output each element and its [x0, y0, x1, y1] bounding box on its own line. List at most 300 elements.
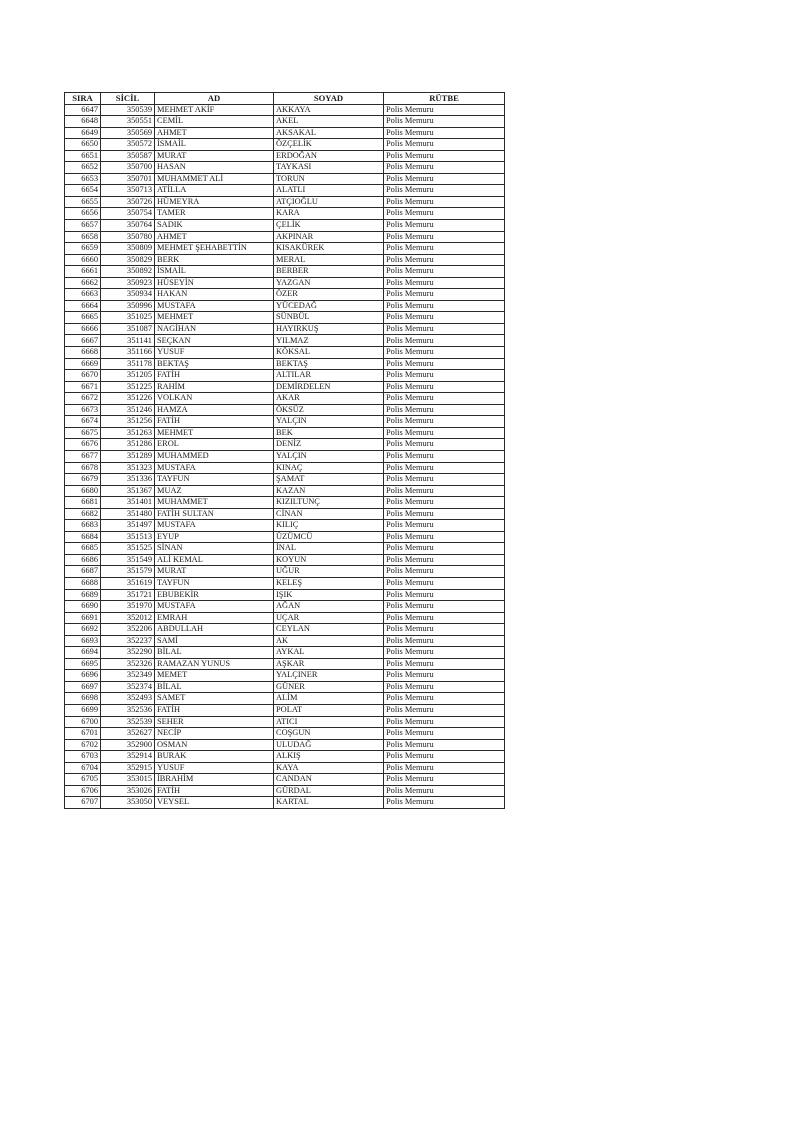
cell-sicil: 352290: [101, 647, 155, 659]
cell-sicil: 351289: [101, 450, 155, 462]
cell-ad: ATİLLA: [155, 185, 274, 197]
cell-ad: YUSUF: [155, 347, 274, 359]
cell-soyad: KOYUN: [274, 554, 384, 566]
cell-soyad: AĞAN: [274, 601, 384, 613]
cell-sira: 6707: [65, 797, 101, 809]
cell-sira: 6686: [65, 554, 101, 566]
table-row: [65, 139, 505, 151]
personnel-table: [64, 92, 505, 809]
cell-sira: 6704: [65, 762, 101, 774]
cell-ad: SADIK: [155, 220, 274, 232]
cell-sicil: 351286: [101, 439, 155, 451]
cell-sicil: 350569: [101, 127, 155, 139]
cell-soyad: AKPINAR: [274, 231, 384, 243]
cell-ad: MEHMET ŞEHABETTİN: [155, 243, 274, 255]
cell-sicil: 352326: [101, 658, 155, 670]
cell-soyad: ÖZER: [274, 289, 384, 301]
cell-ad: MEMET: [155, 670, 274, 682]
cell-ad: MEHMET: [155, 312, 274, 324]
cell-sira: 6664: [65, 300, 101, 312]
cell-rutbe: Polis Memuru: [384, 162, 505, 174]
cell-soyad: CANDAN: [274, 774, 384, 786]
cell-sira: 6680: [65, 485, 101, 497]
cell-sira: 6694: [65, 647, 101, 659]
cell-sira: 6681: [65, 497, 101, 509]
table-row: [65, 370, 505, 382]
cell-sicil: 350713: [101, 185, 155, 197]
cell-sira: 6670: [65, 370, 101, 382]
cell-rutbe: Polis Memuru: [384, 635, 505, 647]
table-row: [65, 566, 505, 578]
cell-sicil: 350539: [101, 104, 155, 116]
cell-soyad: BERBER: [274, 266, 384, 278]
cell-rutbe: Polis Memuru: [384, 670, 505, 682]
cell-rutbe: Polis Memuru: [384, 196, 505, 208]
cell-sira: 6665: [65, 312, 101, 324]
cell-ad: HASAN: [155, 162, 274, 174]
cell-rutbe: Polis Memuru: [384, 751, 505, 763]
cell-sicil: 351619: [101, 577, 155, 589]
cell-sira: 6695: [65, 658, 101, 670]
table-row: [65, 728, 505, 740]
cell-sicil: 350754: [101, 208, 155, 220]
cell-ad: HÜSEYİN: [155, 277, 274, 289]
table-row: [65, 497, 505, 509]
cell-sicil: 351480: [101, 508, 155, 520]
cell-rutbe: Polis Memuru: [384, 300, 505, 312]
cell-ad: VEYSEL: [155, 797, 274, 809]
table-row: [65, 404, 505, 416]
table-row: [65, 208, 505, 220]
cell-rutbe: Polis Memuru: [384, 762, 505, 774]
cell-soyad: ÖZÇELİK: [274, 139, 384, 151]
cell-soyad: KARA: [274, 208, 384, 220]
cell-sira: 6663: [65, 289, 101, 301]
cell-soyad: AKAR: [274, 393, 384, 405]
cell-sicil: 353026: [101, 785, 155, 797]
cell-soyad: YILMAZ: [274, 335, 384, 347]
cell-rutbe: Polis Memuru: [384, 462, 505, 474]
table-row: [65, 196, 505, 208]
table-row: [65, 416, 505, 428]
cell-soyad: YÜCEDAĞ: [274, 300, 384, 312]
cell-ad: MUSTAFA: [155, 300, 274, 312]
cell-sicil: 351401: [101, 497, 155, 509]
cell-ad: MUAZ: [155, 485, 274, 497]
table-row: [65, 670, 505, 682]
header-sira: SIRA: [65, 93, 101, 105]
cell-ad: TAMER: [155, 208, 274, 220]
table-row: [65, 543, 505, 555]
cell-rutbe: Polis Memuru: [384, 231, 505, 243]
cell-rutbe: Polis Memuru: [384, 347, 505, 359]
table-row: [65, 243, 505, 255]
table-row: [65, 127, 505, 139]
cell-soyad: ALATLI: [274, 185, 384, 197]
cell-sicil: 352012: [101, 612, 155, 624]
cell-soyad: COŞGUN: [274, 728, 384, 740]
cell-rutbe: Polis Memuru: [384, 393, 505, 405]
cell-ad: EBUBEKİR: [155, 589, 274, 601]
cell-ad: FATİH: [155, 785, 274, 797]
table-row: [65, 624, 505, 636]
table-row: [65, 785, 505, 797]
cell-rutbe: Polis Memuru: [384, 104, 505, 116]
table-row: [65, 681, 505, 693]
cell-soyad: UÇAR: [274, 612, 384, 624]
cell-sicil: 350829: [101, 254, 155, 266]
cell-ad: FATİH: [155, 370, 274, 382]
cell-rutbe: Polis Memuru: [384, 728, 505, 740]
cell-sicil: 351549: [101, 554, 155, 566]
cell-sicil: 353015: [101, 774, 155, 786]
cell-sira: 6698: [65, 693, 101, 705]
cell-sicil: 350923: [101, 277, 155, 289]
cell-rutbe: Polis Memuru: [384, 185, 505, 197]
cell-sira: 6692: [65, 624, 101, 636]
cell-soyad: KARTAL: [274, 797, 384, 809]
cell-sira: 6677: [65, 450, 101, 462]
cell-sira: 6673: [65, 404, 101, 416]
table-body: [65, 104, 505, 808]
cell-rutbe: Polis Memuru: [384, 716, 505, 728]
cell-ad: EMRAH: [155, 612, 274, 624]
header-sicil: SİCİL: [101, 93, 155, 105]
table-row: [65, 427, 505, 439]
header-ad: AD: [155, 93, 274, 105]
cell-sicil: 350892: [101, 266, 155, 278]
table-row: [65, 577, 505, 589]
cell-ad: BİLAL: [155, 681, 274, 693]
cell-soyad: ATICI: [274, 716, 384, 728]
cell-soyad: GÜRDAL: [274, 785, 384, 797]
cell-sicil: 352627: [101, 728, 155, 740]
cell-sira: 6690: [65, 601, 101, 613]
cell-rutbe: Polis Memuru: [384, 612, 505, 624]
table-row: [65, 647, 505, 659]
cell-sira: 6691: [65, 612, 101, 624]
cell-ad: MURAT: [155, 566, 274, 578]
cell-rutbe: Polis Memuru: [384, 474, 505, 486]
cell-rutbe: Polis Memuru: [384, 416, 505, 428]
cell-soyad: KISAKÜREK: [274, 243, 384, 255]
cell-sira: 6657: [65, 220, 101, 232]
cell-sira: 6703: [65, 751, 101, 763]
cell-soyad: ATÇIOĞLU: [274, 196, 384, 208]
cell-sira: 6666: [65, 323, 101, 335]
cell-sira: 6659: [65, 243, 101, 255]
cell-rutbe: Polis Memuru: [384, 116, 505, 128]
cell-soyad: AYKAL: [274, 647, 384, 659]
cell-soyad: ÇELİK: [274, 220, 384, 232]
cell-sicil: 352374: [101, 681, 155, 693]
table-row: [65, 797, 505, 809]
cell-ad: İSMAİL: [155, 266, 274, 278]
cell-sira: 6685: [65, 543, 101, 555]
cell-rutbe: Polis Memuru: [384, 427, 505, 439]
table-row: [65, 231, 505, 243]
cell-sicil: 350726: [101, 196, 155, 208]
cell-sira: 6679: [65, 474, 101, 486]
cell-ad: ALİ KEMAL: [155, 554, 274, 566]
cell-sira: 6648: [65, 116, 101, 128]
cell-soyad: İNAL: [274, 543, 384, 555]
cell-sira: 6684: [65, 531, 101, 543]
cell-rutbe: Polis Memuru: [384, 589, 505, 601]
cell-rutbe: Polis Memuru: [384, 543, 505, 555]
cell-sira: 6661: [65, 266, 101, 278]
cell-ad: MUHAMMET ALİ: [155, 173, 274, 185]
cell-ad: YUSUF: [155, 762, 274, 774]
header-soyad: SOYAD: [274, 93, 384, 105]
cell-sira: 6702: [65, 739, 101, 751]
cell-sicil: 352493: [101, 693, 155, 705]
cell-rutbe: Polis Memuru: [384, 566, 505, 578]
cell-sicil: 352915: [101, 762, 155, 774]
table-row: [65, 450, 505, 462]
table-row: [65, 693, 505, 705]
cell-sicil: 352206: [101, 624, 155, 636]
cell-sicil: 350809: [101, 243, 155, 255]
cell-ad: SEÇKAN: [155, 335, 274, 347]
cell-sira: 6706: [65, 785, 101, 797]
table-row: [65, 474, 505, 486]
cell-soyad: KIZILTUNÇ: [274, 497, 384, 509]
cell-rutbe: Polis Memuru: [384, 323, 505, 335]
cell-sira: 6682: [65, 508, 101, 520]
cell-ad: TAYFUN: [155, 577, 274, 589]
table-row: [65, 393, 505, 405]
cell-sicil: 351513: [101, 531, 155, 543]
table-row: [65, 635, 505, 647]
cell-sira: 6701: [65, 728, 101, 740]
cell-ad: BERK: [155, 254, 274, 266]
cell-rutbe: Polis Memuru: [384, 370, 505, 382]
cell-ad: BURAK: [155, 751, 274, 763]
cell-rutbe: Polis Memuru: [384, 266, 505, 278]
cell-ad: AHMET: [155, 231, 274, 243]
cell-sira: 6655: [65, 196, 101, 208]
table-row: [65, 323, 505, 335]
cell-rutbe: Polis Memuru: [384, 208, 505, 220]
cell-ad: SAMET: [155, 693, 274, 705]
table-row: [65, 554, 505, 566]
cell-rutbe: Polis Memuru: [384, 485, 505, 497]
cell-rutbe: Polis Memuru: [384, 508, 505, 520]
cell-soyad: YAZGAN: [274, 277, 384, 289]
cell-rutbe: Polis Memuru: [384, 289, 505, 301]
cell-ad: ABDULLAH: [155, 624, 274, 636]
cell-soyad: MERAL: [274, 254, 384, 266]
cell-sira: 6705: [65, 774, 101, 786]
cell-soyad: IŞIK: [274, 589, 384, 601]
cell-sicil: 350587: [101, 150, 155, 162]
cell-sicil: 350551: [101, 116, 155, 128]
cell-rutbe: Polis Memuru: [384, 647, 505, 659]
cell-sicil: 350996: [101, 300, 155, 312]
cell-sicil: 352900: [101, 739, 155, 751]
cell-soyad: POLAT: [274, 704, 384, 716]
cell-sira: 6689: [65, 589, 101, 601]
cell-soyad: KINAÇ: [274, 462, 384, 474]
cell-rutbe: Polis Memuru: [384, 358, 505, 370]
table-row: [65, 254, 505, 266]
cell-rutbe: Polis Memuru: [384, 243, 505, 255]
table-row: [65, 716, 505, 728]
cell-soyad: AKSAKAL: [274, 127, 384, 139]
cell-sira: 6683: [65, 520, 101, 532]
cell-rutbe: Polis Memuru: [384, 785, 505, 797]
cell-soyad: AKKAYA: [274, 104, 384, 116]
cell-soyad: CİNAN: [274, 508, 384, 520]
cell-sicil: 351525: [101, 543, 155, 555]
cell-rutbe: Polis Memuru: [384, 139, 505, 151]
cell-sicil: 352536: [101, 704, 155, 716]
cell-rutbe: Polis Memuru: [384, 150, 505, 162]
cell-sicil: 351721: [101, 589, 155, 601]
cell-rutbe: Polis Memuru: [384, 681, 505, 693]
table-row: [65, 531, 505, 543]
table-row: [65, 162, 505, 174]
cell-soyad: YALÇIN: [274, 450, 384, 462]
cell-soyad: AK: [274, 635, 384, 647]
cell-ad: BİLAL: [155, 647, 274, 659]
cell-sicil: 352349: [101, 670, 155, 682]
cell-sicil: 350934: [101, 289, 155, 301]
cell-soyad: KÖKSAL: [274, 347, 384, 359]
cell-sira: 6672: [65, 393, 101, 405]
cell-sira: 6676: [65, 439, 101, 451]
cell-sira: 6667: [65, 335, 101, 347]
cell-rutbe: Polis Memuru: [384, 577, 505, 589]
table-row: [65, 358, 505, 370]
cell-soyad: ALİM: [274, 693, 384, 705]
cell-sira: 6662: [65, 277, 101, 289]
cell-rutbe: Polis Memuru: [384, 381, 505, 393]
table-row: [65, 289, 505, 301]
cell-ad: MUHAMMET: [155, 497, 274, 509]
cell-sira: 6653: [65, 173, 101, 185]
cell-ad: SAMİ: [155, 635, 274, 647]
cell-rutbe: Polis Memuru: [384, 439, 505, 451]
cell-soyad: TORUN: [274, 173, 384, 185]
table-row: [65, 104, 505, 116]
cell-rutbe: Polis Memuru: [384, 797, 505, 809]
cell-sira: 6675: [65, 427, 101, 439]
cell-soyad: YALÇINER: [274, 670, 384, 682]
header-row: [65, 93, 505, 105]
cell-soyad: ÖKSÜZ: [274, 404, 384, 416]
cell-rutbe: Polis Memuru: [384, 335, 505, 347]
cell-soyad: BEKTAŞ: [274, 358, 384, 370]
cell-rutbe: Polis Memuru: [384, 658, 505, 670]
cell-soyad: AKEL: [274, 116, 384, 128]
table-row: [65, 462, 505, 474]
cell-rutbe: Polis Memuru: [384, 554, 505, 566]
cell-soyad: GÜNER: [274, 681, 384, 693]
cell-rutbe: Polis Memuru: [384, 520, 505, 532]
cell-sicil: 350700: [101, 162, 155, 174]
cell-ad: MEHMET: [155, 427, 274, 439]
table-row: [65, 589, 505, 601]
cell-soyad: ÜZÜMCÜ: [274, 531, 384, 543]
cell-rutbe: Polis Memuru: [384, 127, 505, 139]
cell-soyad: YALÇIN: [274, 416, 384, 428]
cell-rutbe: Polis Memuru: [384, 704, 505, 716]
cell-sicil: 351336: [101, 474, 155, 486]
table-row: [65, 520, 505, 532]
table-row: [65, 704, 505, 716]
cell-soyad: DENİZ: [274, 439, 384, 451]
cell-sira: 6668: [65, 347, 101, 359]
cell-ad: MURAT: [155, 150, 274, 162]
cell-sicil: 351256: [101, 416, 155, 428]
cell-ad: MUSTAFA: [155, 601, 274, 613]
cell-soyad: CEYLAN: [274, 624, 384, 636]
cell-rutbe: Polis Memuru: [384, 624, 505, 636]
cell-ad: SİNAN: [155, 543, 274, 555]
cell-rutbe: Polis Memuru: [384, 404, 505, 416]
cell-sira: 6658: [65, 231, 101, 243]
table-row: [65, 751, 505, 763]
cell-ad: EROL: [155, 439, 274, 451]
cell-sicil: 351225: [101, 381, 155, 393]
cell-sira: 6651: [65, 150, 101, 162]
cell-sicil: 351226: [101, 393, 155, 405]
cell-sicil: 351205: [101, 370, 155, 382]
cell-ad: MUSTAFA: [155, 520, 274, 532]
table-row: [65, 220, 505, 232]
cell-ad: BEKTAŞ: [155, 358, 274, 370]
cell-ad: MUHAMMED: [155, 450, 274, 462]
cell-sira: 6656: [65, 208, 101, 220]
table-row: [65, 185, 505, 197]
cell-ad: SEHER: [155, 716, 274, 728]
cell-sira: 6674: [65, 416, 101, 428]
cell-rutbe: Polis Memuru: [384, 774, 505, 786]
cell-sicil: 350764: [101, 220, 155, 232]
cell-sicil: 351497: [101, 520, 155, 532]
table-row: [65, 508, 505, 520]
table-row: [65, 266, 505, 278]
cell-ad: RAMAZAN YUNUS: [155, 658, 274, 670]
cell-soyad: ALTILAR: [274, 370, 384, 382]
cell-sira: 6688: [65, 577, 101, 589]
cell-sira: 6697: [65, 681, 101, 693]
cell-rutbe: Polis Memuru: [384, 312, 505, 324]
cell-soyad: ŞAMAT: [274, 474, 384, 486]
cell-sicil: 351246: [101, 404, 155, 416]
cell-soyad: ALKIŞ: [274, 751, 384, 763]
cell-rutbe: Polis Memuru: [384, 693, 505, 705]
table-row: [65, 381, 505, 393]
table-row: [65, 335, 505, 347]
table-header: [65, 93, 505, 105]
cell-ad: EYUP: [155, 531, 274, 543]
cell-sicil: 351970: [101, 601, 155, 613]
cell-ad: HAKAN: [155, 289, 274, 301]
cell-sicil: 353050: [101, 797, 155, 809]
cell-soyad: BEK: [274, 427, 384, 439]
table-row: [65, 601, 505, 613]
table-row: [65, 774, 505, 786]
cell-sira: 6660: [65, 254, 101, 266]
cell-ad: RAHİM: [155, 381, 274, 393]
cell-rutbe: Polis Memuru: [384, 277, 505, 289]
cell-ad: NECİP: [155, 728, 274, 740]
cell-rutbe: Polis Memuru: [384, 531, 505, 543]
cell-ad: İBRAHİM: [155, 774, 274, 786]
